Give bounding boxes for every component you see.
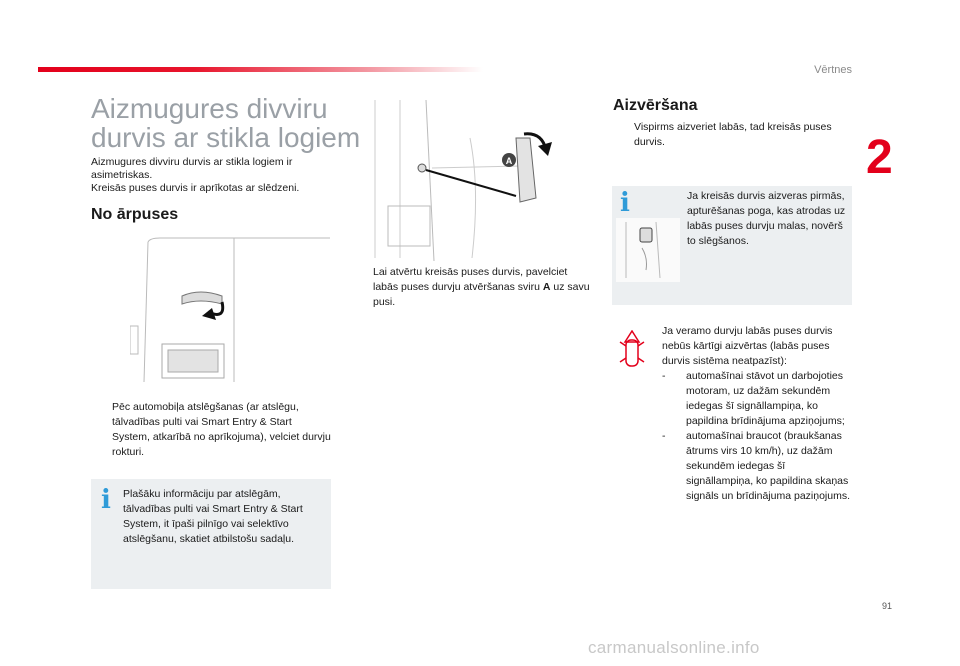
closing-info-text: Ja kreisās durvis aizveras pirmās, apturēšanas poga, kas atrodas uz labās puses durvju malas, novērš to slēgšanos. <box>687 190 846 247</box>
outside-instruction <box>91 400 331 460</box>
dash-icon: - <box>662 370 666 382</box>
outside-heading: No ārpuses <box>91 206 179 223</box>
inside-instruction-text-b: uz savu pusi. <box>373 281 590 308</box>
chapter-number: 2 <box>866 131 893 184</box>
rotation-arrow-icon <box>538 142 552 156</box>
page-number: 91 <box>882 601 893 611</box>
closing-heading: Aizvēršana <box>613 97 698 114</box>
rear-door-handle-illustration <box>130 236 340 384</box>
list-item: - automašīnai stāvot un darbojoties motoram, uz dažām sekundēm iedegas šī signāllampiņa, ko papildina brīdinājuma apziņojums; <box>662 370 845 427</box>
closing-instruction <box>613 120 853 150</box>
door-open-warning-icon <box>619 330 645 368</box>
info-icon: i <box>101 485 111 515</box>
closing-warning <box>662 324 854 504</box>
inside-lever-label: A <box>542 281 551 293</box>
footer-watermark: carmanualsonline.info <box>588 638 760 657</box>
page-title <box>91 94 360 152</box>
door-handle-pull-arrow-icon <box>182 292 223 320</box>
closing-warning-list <box>662 369 854 504</box>
inside-lever-illustration <box>370 98 596 263</box>
door-stop-button-illustration <box>616 218 680 282</box>
outside-instruction-text: Pēc automobiļa atslēgšanas (ar atslēgu, tālvadības pulti vai Smart Entry & Start System, atkarībā no aprīkojuma), velciet durvju rokturi. <box>112 401 331 458</box>
intro-line-1: Aizmugures divviru durvis ar stikla logiem ir asimetriskas. <box>91 156 293 181</box>
closing-instruction-text: Vispirms aizveriet labās, tad kreisās puses durvis. <box>634 121 832 148</box>
outside-info-box <box>91 479 331 589</box>
intro-line-2: Kreisās puses durvis ir aprīkotas ar slēdzeni. <box>91 182 300 194</box>
section-title: Vērtnes <box>814 64 852 76</box>
inside-instruction <box>352 265 592 310</box>
inside-instruction-text-a: Lai atvērtu kreisās puses durvis, pavelciet labās puses durvju atvēršanas sviru <box>373 266 568 293</box>
label-a: A <box>505 156 513 166</box>
dash-icon: - <box>662 430 666 442</box>
header-accent-bar <box>38 67 483 72</box>
page-title-line-1: Aizmugures divviru <box>91 93 328 124</box>
page-title-line-2: durvis ar stikla logiem <box>91 122 361 153</box>
info-icon: i <box>620 188 630 218</box>
closing-info-box <box>612 186 852 305</box>
intro-text <box>91 156 341 195</box>
list-item: - automašīnai braucot (braukšanas ātrums virs 10 km/h), uz dažām sekundēm iedegas šī signāllampiņa, ko papildina skaņas signāls un brīdinājuma paziņojums. <box>662 430 851 502</box>
closing-warning-intro: Ja veramo durvju labās puses durvis nebūs kārtīgi aizvērtas (labās puses durvis sistēma neatpazīst): <box>662 325 833 367</box>
outside-info-text: Plašāku informāciju par atslēgām, tālvadības pulti vai Smart Entry & Start System, it īpaši pilnīgo vai selektīvo atslēgšanu, skatiet atbilstošu sadaļu. <box>123 488 303 545</box>
